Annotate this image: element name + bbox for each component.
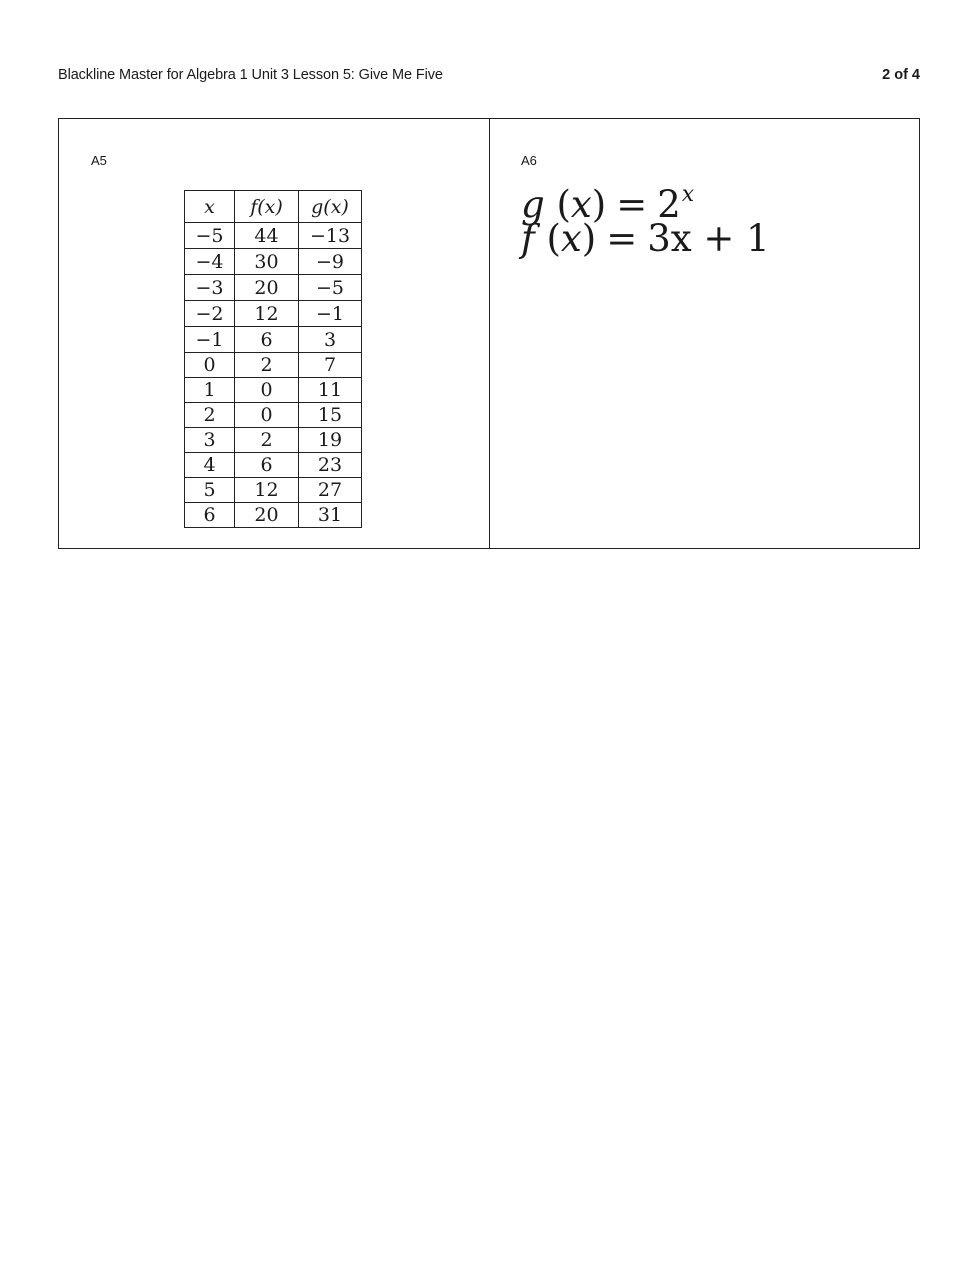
- cell-fx: 20: [235, 503, 299, 528]
- table-header-row: [185, 191, 362, 223]
- cell-x: 3: [185, 428, 235, 453]
- cell-gx: 7: [299, 353, 362, 378]
- function-argument: x: [560, 217, 582, 260]
- cell-gx: 11: [299, 378, 362, 403]
- cell-x: 6: [185, 503, 235, 528]
- table-row: [185, 301, 362, 327]
- table-row: [185, 453, 362, 478]
- cell-x: 1: [185, 378, 235, 403]
- cell-x: −2: [185, 301, 235, 327]
- table-row: [185, 503, 362, 528]
- cell-x: 2: [185, 403, 235, 428]
- cell-gx: −13: [299, 223, 362, 249]
- table-row: [185, 378, 362, 403]
- function-name: f: [521, 217, 535, 260]
- function-table: [184, 190, 362, 528]
- card-a5: [59, 119, 489, 548]
- table-row: [185, 327, 362, 353]
- cell-fx: 6: [235, 453, 299, 478]
- cell-x: −1: [185, 327, 235, 353]
- cell-gx: −1: [299, 301, 362, 327]
- exponent-base: 2: [657, 183, 681, 226]
- card-label: A5: [91, 153, 107, 168]
- cell-fx: 0: [235, 403, 299, 428]
- card-label: A6: [521, 153, 537, 168]
- cell-x: 4: [185, 453, 235, 478]
- card-grid: [58, 118, 920, 549]
- cell-gx: 3: [299, 327, 362, 353]
- cell-gx: 27: [299, 478, 362, 503]
- cell-fx: 2: [235, 353, 299, 378]
- cell-fx: 12: [235, 301, 299, 327]
- cell-gx: 15: [299, 403, 362, 428]
- function-argument: x: [570, 183, 592, 226]
- cell-gx: −9: [299, 249, 362, 275]
- cell-fx: 6: [235, 327, 299, 353]
- cell-x: −5: [185, 223, 235, 249]
- cell-fx: 20: [235, 275, 299, 301]
- cell-x: −3: [185, 275, 235, 301]
- table-row: [185, 478, 362, 503]
- cell-x: 0: [185, 353, 235, 378]
- table-row: [185, 353, 362, 378]
- exponent: x: [681, 182, 695, 207]
- card-a6: [489, 119, 919, 548]
- cell-fx: 12: [235, 478, 299, 503]
- table-row: [185, 249, 362, 275]
- column-header-gx: g(x): [299, 191, 362, 223]
- cell-gx: −5: [299, 275, 362, 301]
- equation-g: g $(x) = 2^x$: [521, 182, 695, 226]
- function-name: g: [521, 183, 545, 226]
- page-number: 2 of 4: [882, 67, 920, 83]
- cell-gx: 31: [299, 503, 362, 528]
- table-row: [185, 403, 362, 428]
- document-title: Blackline Master for Algebra 1 Unit 3 Lesson 5: Give Me Five: [58, 67, 443, 83]
- linear-expression: 3x + 1: [647, 217, 770, 260]
- column-header-x: x: [185, 191, 235, 223]
- table-row: [185, 223, 362, 249]
- cell-x: −4: [185, 249, 235, 275]
- cell-fx: 30: [235, 249, 299, 275]
- column-header-fx: f(x): [235, 191, 299, 223]
- cell-fx: 0: [235, 378, 299, 403]
- table-body: [185, 223, 362, 528]
- cell-gx: 19: [299, 428, 362, 453]
- equation-f: f (x) = 3x + 1: [521, 217, 770, 260]
- cell-gx: 23: [299, 453, 362, 478]
- cell-fx: 2: [235, 428, 299, 453]
- cell-fx: 44: [235, 223, 299, 249]
- table-row: [185, 428, 362, 453]
- cell-x: 5: [185, 478, 235, 503]
- table-row: [185, 275, 362, 301]
